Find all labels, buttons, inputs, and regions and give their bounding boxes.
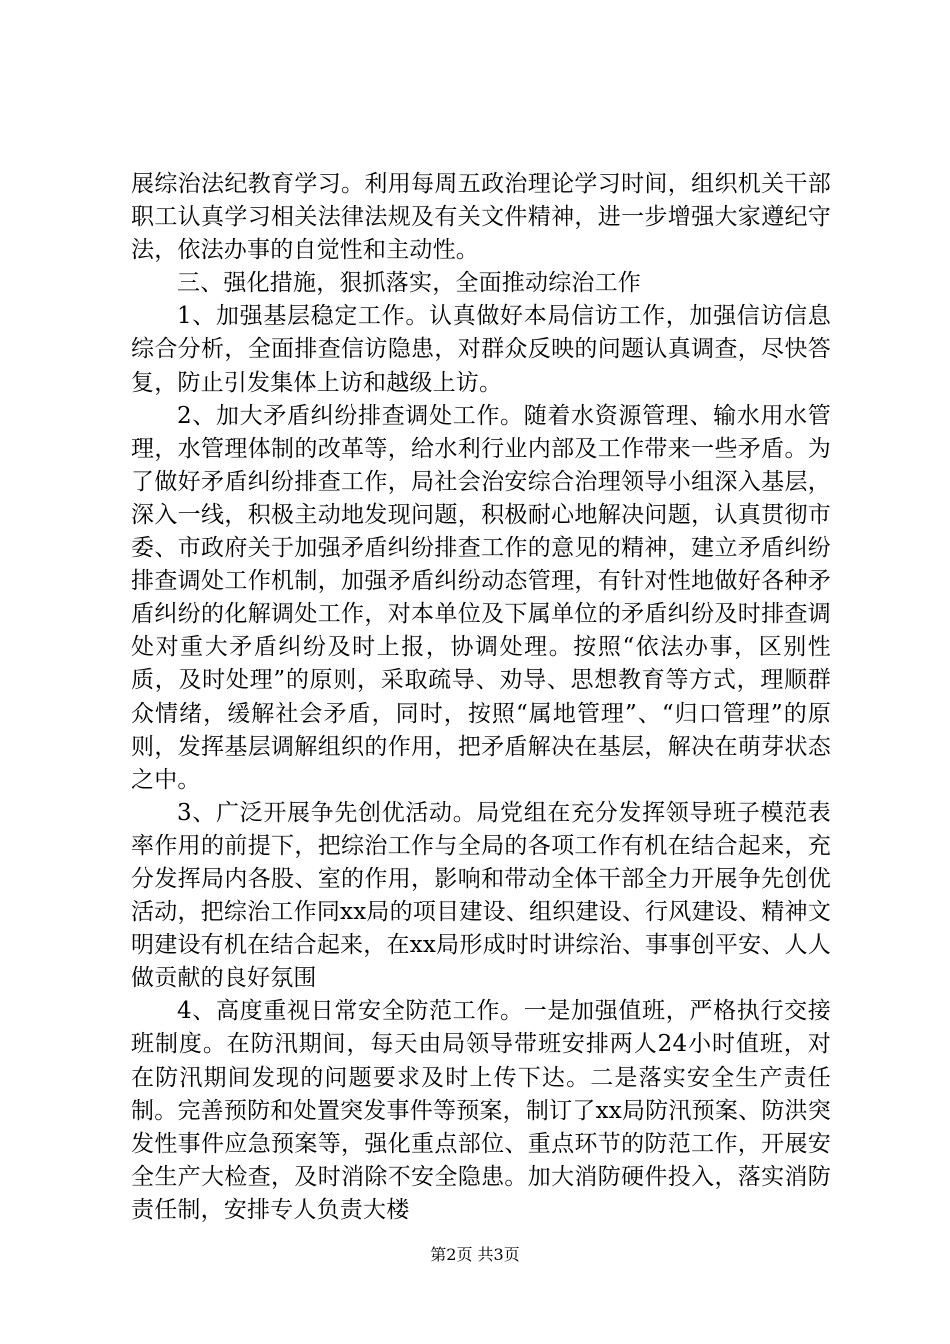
page-footer: 第2页 共3页	[430, 1245, 520, 1264]
paragraph-item-2: 2、加大矛盾纠纷排查调处工作。随着水资源管理、输水用水管理，水管理体制的改革等，给水利行业内部及工作带来一些矛盾。为了做好矛盾纠纷排查工作，局社会治安综合治理领导小组深入基层，深入一线，积极主动地发现问题，积极耐心地解决问题，认真贯彻市委、市政府关于加强矛盾纠纷排查工作的意见的精神，建立矛盾纠纷排查调处工作机制，加强矛盾纠纷动态管理，有针对性地做好各种矛盾纠纷的化解调处工作，对本单位及下属单位的矛盾纠纷及时排查调处对重大矛盾纠纷及时上报，协调处理。按照“依法办事，区别性质，及时处理”的原则，采取疏导、劝导、思想教育等方式，理顺群众情绪，缓解社会矛盾，同时，按照“属地管理”、“归口管理”的原则，发挥基层调解组织的作用，把矛盾解决在基层，解决在萌芽状态之中。	[131, 402, 831, 793]
section-heading: 三、强化措施，狠抓落实，全面推动综治工作	[177, 270, 641, 297]
paragraph-item-4: 4、高度重视日常安全防范工作。一是加强值班，严格执行交接班制度。在防汛期间，每天由局领导带班安排两人24小时值班，对在防汛期间发现的问题要求及时上传下达。二是落实安全生产责任制。完善预防和处置突发事件等预案，制订了xx局防汛预案、防洪突发性事件应急预案等，强化重点部位、重点环节的防范工作，开展安全生产大检查，及时消除不安全隐患。加大消防硬件投入，落实消防责任制，安排专人负责大楼	[131, 998, 831, 1223]
paragraph-item-1: 1、加强基层稳定工作。认真做好本局信访工作，加强信访信息综合分析，全面排查信访隐患，对群众反映的问题认真调查，尽快答复，防止引发集体上访和越级上访。	[131, 303, 831, 396]
paragraph-item-3: 3、广泛开展争先创优活动。局党组在充分发挥领导班子模范表率作用的前提下，把综治工作与全局的各项工作有机在结合起来，充分发挥局内各股、室的作用，影响和带动全体干部全力开展争先创优活动，把综治工作同xx局的项目建设、组织建设、行风建设、精神文明建设有机在结合起来，在xx局形成时时讲综治、事事创平安、人人做贡献的良好氛围	[131, 799, 831, 992]
paragraph-continuation: 展综治法纪教育学习。利用每周五政治理论学习时间，组织机关干部职工认真学习相关法律法规及有关文件精神，进一步增强大家遵纪守法，依法办事的自觉性和主动性。	[131, 171, 831, 264]
document-body	[131, 168, 831, 1227]
